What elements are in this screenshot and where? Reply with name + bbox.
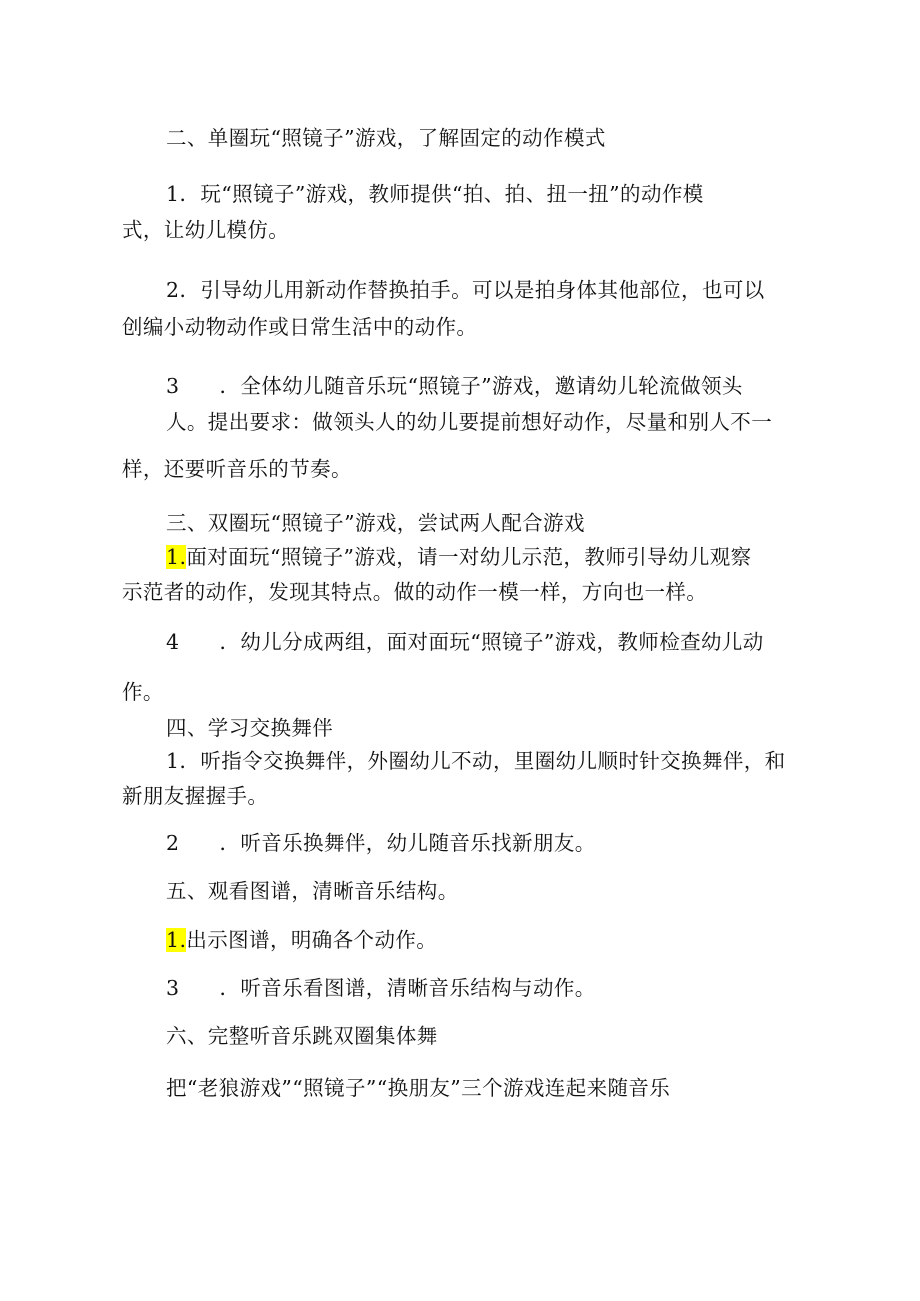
paragraph-line: 把“老狼游戏”“照镜子”“换朋友”三个游戏连起来随音乐 <box>166 1076 671 1100</box>
paragraph-line: 示范者的动作，发现其特点。做的动作一模一样，方向也一样。 <box>122 580 708 604</box>
paragraph-line: 1．听指令交换舞伴，外圈幼儿不动，里圈幼儿顺时针交换舞伴，和 <box>166 749 786 773</box>
item-text: ．全体幼儿随音乐玩“照镜子”游戏，邀请幼儿轮流做领头 <box>219 374 743 398</box>
paragraph-line: 样，还要听音乐的节奏。 <box>122 457 352 481</box>
item-text: ．听音乐换舞伴，幼儿随音乐找新朋友。 <box>219 831 596 855</box>
highlighted-number: 1. <box>166 928 187 952</box>
paragraph-line: 作。 <box>122 680 164 704</box>
item-number: 3 <box>166 976 180 1000</box>
highlighted-number: 1. <box>166 545 187 569</box>
item-text: ．幼儿分成两组，面对面玩“照镜子”游戏，教师检查幼儿动 <box>219 630 764 654</box>
paragraph-line <box>166 628 764 656</box>
paragraph-line: 创编小动物动作或日常生活中的动作。 <box>122 315 478 339</box>
paragraph-line <box>166 543 752 571</box>
paragraph-line <box>166 926 437 954</box>
item-number: 4 <box>166 630 180 654</box>
paragraph-line <box>166 829 596 857</box>
section-heading-5: 五、观看图谱，清晰音乐结构。 <box>166 879 459 903</box>
paragraph-line: 式，让幼儿模仿。 <box>122 218 290 242</box>
section-heading-3: 三、双圈玩“照镜子”游戏，尝试两人配合游戏 <box>166 511 585 535</box>
item-text: 出示图谱，明确各个动作。 <box>186 928 438 952</box>
section-heading-4: 四、学习交换舞伴 <box>166 716 334 740</box>
paragraph-line <box>166 372 743 400</box>
paragraph-line: 人。提出要求：做领头人的幼儿要提前想好动作，尽量和别人不一 <box>166 410 773 434</box>
paragraph-line: 1．玩“照镜子”游戏，教师提供“拍、拍、扭一扭”的动作模 <box>166 182 704 206</box>
item-text: ．听音乐看图谱，清晰音乐结构与动作。 <box>219 976 596 1000</box>
paragraph-line: 2．引导幼儿用新动作替换拍手。可以是拍身体其他部位，也可以 <box>166 278 765 302</box>
item-number: 2 <box>166 831 180 855</box>
section-heading-6: 六、完整听音乐跳双圈集体舞 <box>166 1024 438 1048</box>
item-text: 面对面玩“照镜子”游戏，请一对幼儿示范，教师引导幼儿观察 <box>186 545 752 569</box>
section-heading-2: 二、单圈玩“照镜子”游戏，了解固定的动作模式 <box>166 126 606 150</box>
paragraph-line: 新朋友握握手。 <box>122 784 269 808</box>
item-number: 3 <box>166 374 180 398</box>
paragraph-line <box>166 974 596 1002</box>
